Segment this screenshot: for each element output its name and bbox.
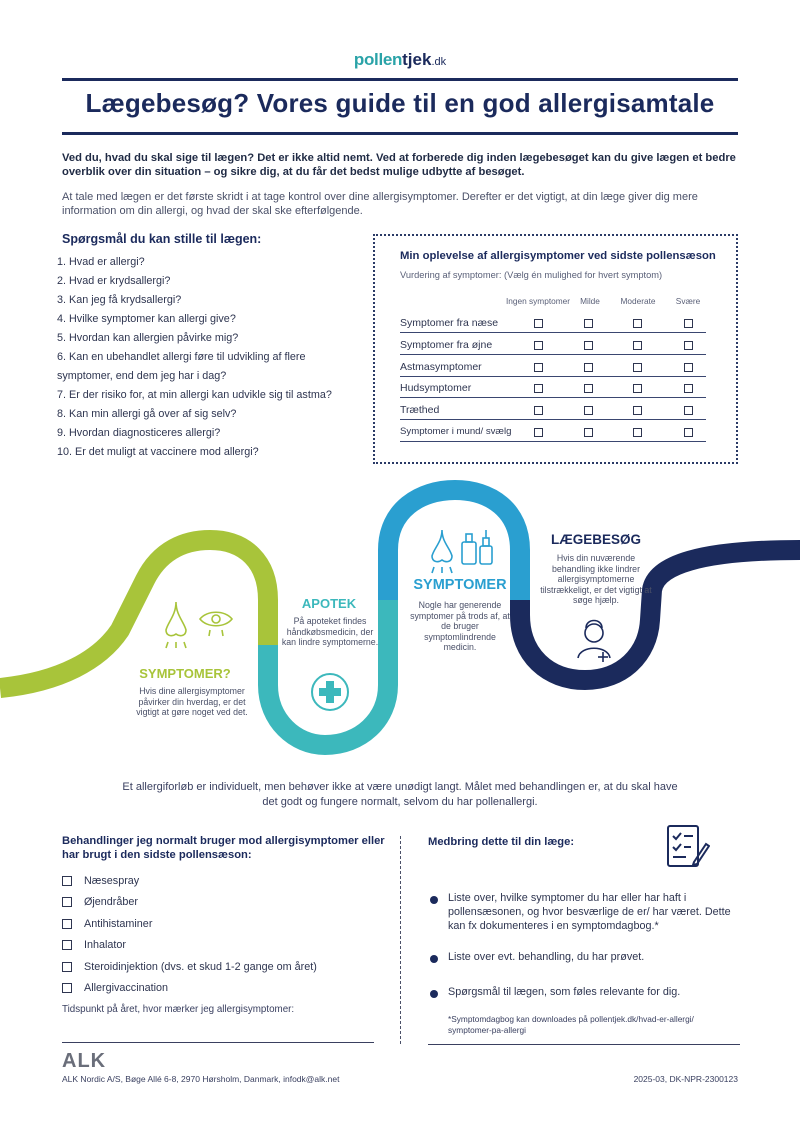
bullet-icon [430, 896, 438, 904]
symptom-label: Astmasymptomer [400, 361, 482, 373]
bullet-icon [430, 990, 438, 998]
doctor-icon [578, 621, 610, 663]
treatments-list [62, 870, 317, 999]
checkbox-none[interactable] [534, 363, 543, 372]
treatment-checkbox[interactable] [62, 940, 72, 950]
symptom-label: Symptomer fra næse [400, 317, 499, 329]
treatment-item [62, 935, 317, 957]
question-item: 4. Hvilke symptomer kan allergi give? [57, 313, 236, 325]
treatment-checkbox[interactable] [62, 897, 72, 907]
bring-item: Spørgsmål til lægen, som føles relevante for dig. [448, 986, 681, 998]
symptom-row-asthma [400, 356, 706, 377]
experience-subtitle: Vurdering af symptomer: (Vælg én mulighed for hvert symptom) [400, 270, 663, 280]
bring-item: Liste over evt. behandling, du har prøvet. [448, 951, 645, 963]
checkbox-moderate[interactable] [633, 406, 642, 415]
symptom-label: Træthed [400, 404, 440, 416]
step3-text: Nogle har generende symptomer på trods af, at de bruger symptomlindrende medicin. [410, 600, 510, 652]
checkbox-severe[interactable] [684, 406, 693, 415]
column-header-none: Ingen symptomer [505, 296, 571, 306]
column-header-severe: Svære [675, 296, 701, 306]
checkbox-severe[interactable] [684, 428, 693, 437]
checkbox-mild[interactable] [584, 406, 593, 415]
checkbox-mild[interactable] [584, 363, 593, 372]
column-header-mild: Milde [580, 296, 600, 306]
treatment-checkbox[interactable] [62, 962, 72, 972]
time-of-year-label: Tidspunkt på året, hvor mærker jeg allergisymptomer: [62, 1004, 295, 1015]
treatment-label: Næsespray [84, 874, 140, 887]
symptom-row-nose [400, 312, 706, 333]
treatment-label: Steroidinjektion (dvs. et skud 1-2 gange om året) [84, 960, 317, 973]
logo-part-dk: .dk [431, 56, 447, 68]
treatment-checkbox[interactable] [62, 983, 72, 993]
checkbox-none[interactable] [534, 428, 543, 437]
experience-title: Min oplevelse af allergisymptomer ved sidste pollensæson [400, 250, 716, 262]
treatment-checkbox[interactable] [62, 876, 72, 886]
symptom-label: Symptomer i mund/ svælg [400, 426, 512, 437]
column-divider [400, 836, 401, 1044]
alk-logo: ALK [62, 1050, 107, 1072]
question-item: 8. Kan min allergi gå over af sig selv? [57, 408, 237, 420]
checkbox-none[interactable] [534, 384, 543, 393]
logo-part-tjek: tjek [402, 50, 432, 69]
step1-label: SYMPTOMER? [139, 666, 231, 681]
column-header-moderate: Moderate [620, 296, 656, 306]
pollentjek-logo [0, 50, 800, 70]
page-title: Lægebesøg? Vores guide til en god allergisamtale [85, 88, 715, 118]
treatment-item [62, 892, 317, 914]
treatment-checkbox[interactable] [62, 919, 72, 929]
step3-label: SYMPTOMER [413, 577, 507, 593]
treatment-label: Øjendråber [84, 896, 139, 909]
question-item: 9. Hvordan diagnosticeres allergi? [57, 427, 221, 439]
bring-title: Medbring dette til din læge: [428, 836, 575, 848]
footer-address: ALK Nordic A/S, Bøge Allé 6-8, 2970 Hørsholm, Danmark, infodk@alk.net [62, 1074, 340, 1084]
nose-icon [166, 602, 186, 648]
checkbox-mild[interactable] [584, 319, 593, 328]
questions-title: Spørgsmål du kan stille til lægen: [62, 232, 262, 246]
checkbox-none[interactable] [534, 319, 543, 328]
footer-document-code: 2025-03, DK-NPR-2300123 [633, 1074, 738, 1084]
checkbox-severe[interactable] [684, 363, 693, 372]
checkbox-moderate[interactable] [633, 363, 642, 372]
footnote: *Symptomdagbog kan downloades på pollentjek.dk/hvad-er-allergi/ symptomer-pa-allergi [448, 1014, 694, 1035]
pharmacy-cross-icon [312, 674, 348, 710]
question-item: 5. Hvordan kan allergien påvirke mig? [57, 332, 239, 344]
step2-label: APOTEK [301, 596, 357, 611]
question-item: 10. Er det muligt at vaccinere mod allergi? [57, 446, 259, 458]
question-item: 7. Er der risiko for, at min allergi kan udvikle sig til astma? [57, 389, 332, 401]
step1-text: Hvis dine allergisymptomer påvirker din hverdag, er det vigtigt at gøre noget ved det. [136, 686, 248, 717]
checkbox-mild[interactable] [584, 384, 593, 393]
symptom-row-fatigue [400, 399, 706, 420]
treatments-title: Behandlinger jeg normalt bruger mod allergisymptomer eller har brugt i den sidste pollensæson: [62, 835, 385, 861]
checkbox-mild[interactable] [584, 341, 593, 350]
treatment-item [62, 913, 317, 935]
logo-part-pollen: pollen [353, 50, 403, 69]
title-rule-bottom [62, 132, 738, 135]
question-item: 1. Hvad er allergi? [57, 256, 145, 268]
checkbox-severe[interactable] [684, 319, 693, 328]
patient-journey-road [0, 470, 800, 770]
treatment-item [62, 956, 317, 978]
checkbox-moderate[interactable] [633, 428, 642, 437]
step4-text: Hvis din nuværende behandling ikke lindrer allergisymptomerne tilstrækkeligt, er det vigtigt at søge hjælp. [540, 553, 652, 605]
symptom-label: Symptomer fra øjne [400, 339, 493, 351]
symptom-label: Hudsymptomer [400, 382, 472, 394]
bullet-icon [430, 955, 438, 963]
step2-text: På apoteket findes håndkøbsmedicin, der kan lindre symptomerne. [281, 616, 379, 647]
question-item: 6. Kan en ubehandlet allergi føre til udvikling af flere [57, 351, 306, 363]
symptom-row-eyes [400, 334, 706, 355]
questions-list [57, 255, 367, 464]
question-item: 3. Kan jeg få krydsallergi? [57, 294, 182, 306]
checkbox-none[interactable] [534, 341, 543, 350]
intro-bold-text: Ved du, hvad du skal sige til lægen? Det er ikke altid nemt. Ved at forberede dig inden lægebesøget kan du give lægen et bedre overblik over din situation – og sikre dig, at du får det bedst mulige udbytte af besøget. [62, 152, 736, 178]
bring-section-line [428, 1044, 740, 1045]
treatment-label: Allergivaccination [84, 982, 169, 995]
step4-label: LÆGEBESØG [550, 532, 641, 547]
question-item-continuation: symptomer, end dem jeg har i dag? [57, 370, 227, 382]
nose-spray-icon [432, 530, 492, 573]
checkbox-moderate[interactable] [633, 319, 642, 328]
bring-item: Liste over, hvilke symptomer du har eller har haft i pollensæsonen, og hvor besværlige de er/ har været. Dette kan fx dokumenteres i en symptomdagbog.* [448, 892, 731, 932]
checkbox-moderate[interactable] [633, 384, 642, 393]
question-item: 2. Hvad er krydsallergi? [57, 275, 171, 287]
time-of-year-input-line[interactable] [62, 1042, 374, 1043]
treatment-item [62, 978, 317, 1000]
treatment-item [62, 870, 317, 892]
eye-icon [200, 612, 232, 636]
checkbox-severe[interactable] [684, 341, 693, 350]
intro-text: At tale med lægen er det første skridt i at tage kontrol over dine allergisymptomer. Derefter er det vigtigt, at din læge giver dig mere information om din allergi, og hvad der skal ske efterfølgende. [62, 191, 698, 217]
title-rule-top [62, 78, 738, 81]
symptom-row-skin [400, 377, 706, 398]
checkbox-mild[interactable] [584, 428, 593, 437]
clipboard-checklist-icon [664, 822, 710, 872]
checkbox-severe[interactable] [684, 384, 693, 393]
checkbox-none[interactable] [534, 406, 543, 415]
middle-text: Et allergiforløb er individuelt, men behøver ikke at være unødigt langt. Målet med behandlingen er, at du skal have det godt og fungere normalt, selvom du har pollenallergi. [122, 781, 678, 808]
treatment-label: Inhalator [84, 939, 127, 952]
treatment-label: Antihistaminer [84, 917, 153, 930]
checkbox-moderate[interactable] [633, 341, 642, 350]
symptom-row-mouth-throat [400, 421, 706, 442]
